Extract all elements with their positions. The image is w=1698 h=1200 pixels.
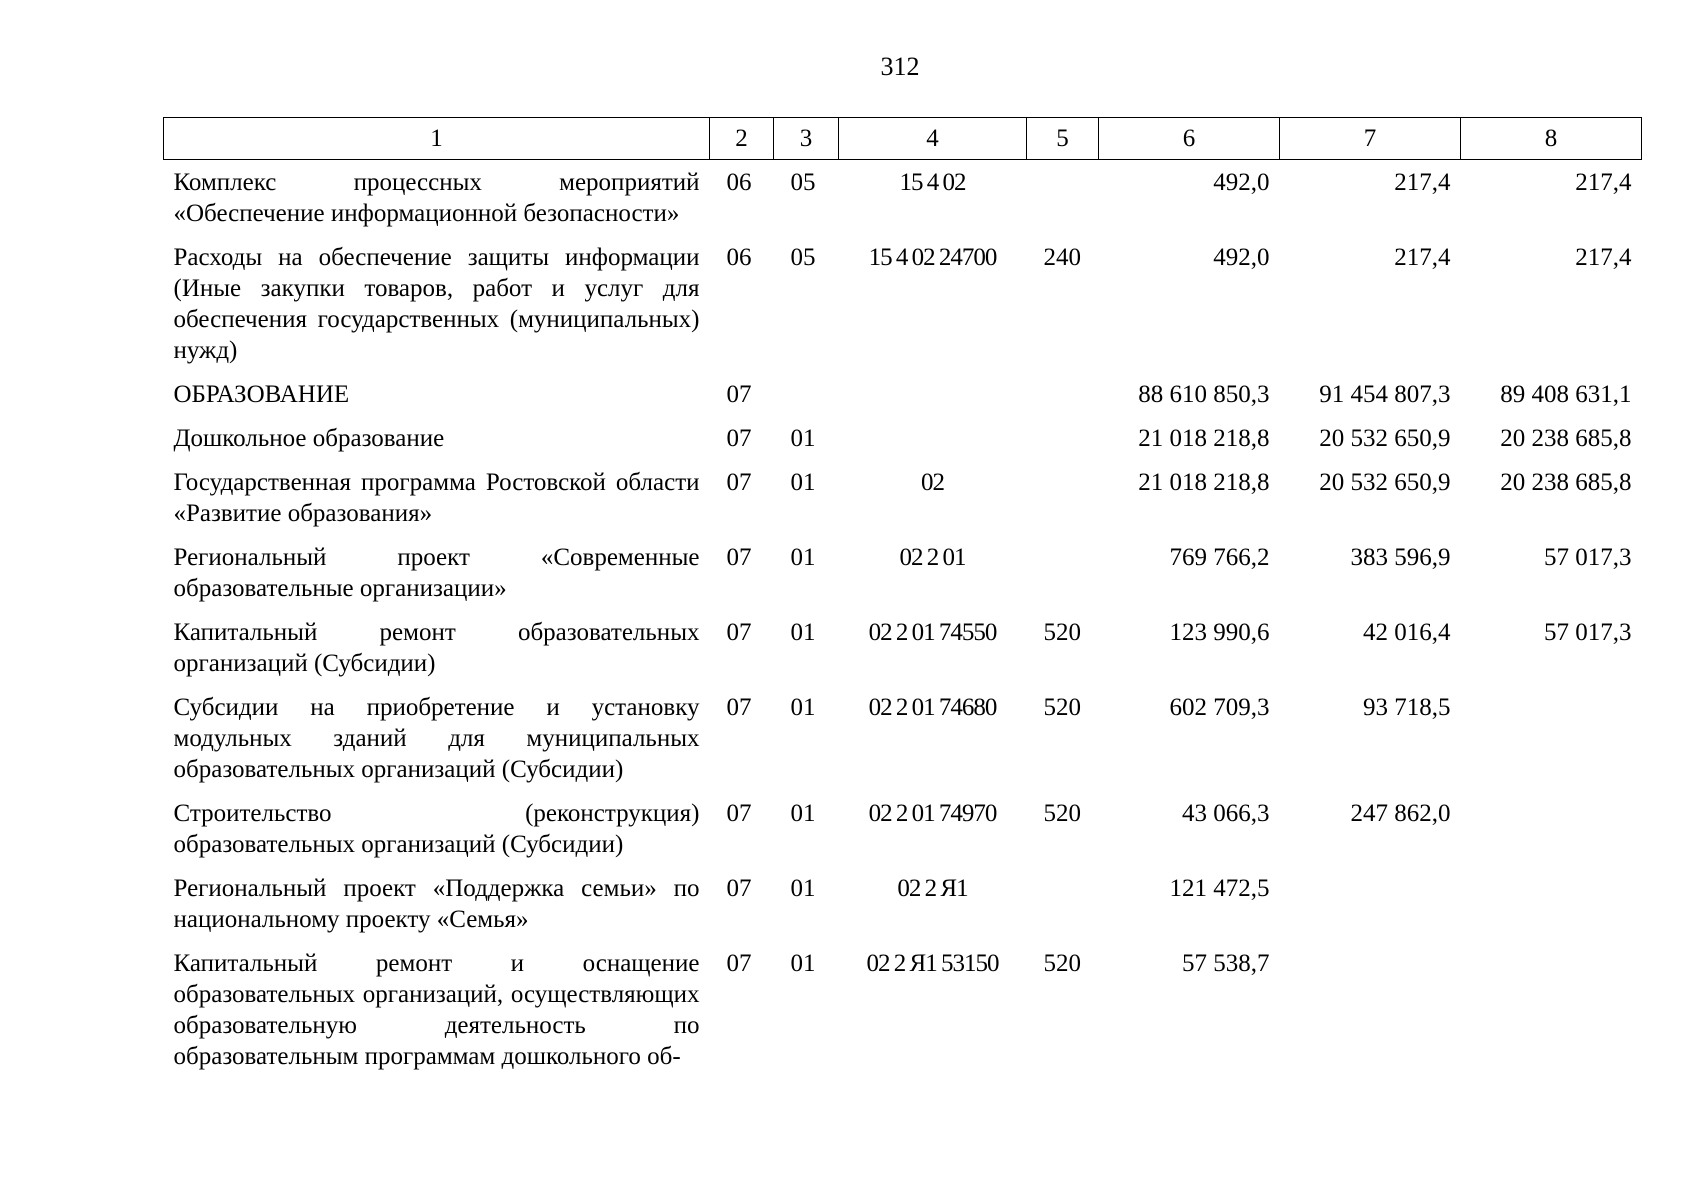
row-subsection-code: 01 xyxy=(790,800,816,827)
row-amount-col-7: 217,4 xyxy=(1394,169,1451,196)
table-body xyxy=(164,160,1642,1079)
table-row xyxy=(164,372,1642,416)
row-section-code: 07 xyxy=(726,694,752,721)
row-target-article-code: 02 2 01 74970 xyxy=(868,800,997,827)
row-amount-col-8 xyxy=(1461,791,1642,866)
row-target-article-code: 02 2 Я1 xyxy=(897,875,968,902)
row-expense-type-code xyxy=(1027,416,1099,460)
row-name: Строительство (реконструкция) образовательных организаций (Субсидии) xyxy=(173,800,700,858)
row-subsection-code: 05 xyxy=(790,244,816,271)
row-expense-type-code: 520 xyxy=(1043,800,1081,827)
row-amount-col-7: 217,4 xyxy=(1394,244,1451,271)
row-subsection-code: 05 xyxy=(790,169,816,196)
row-section-code: 06 xyxy=(726,244,752,271)
row-amount-col-8 xyxy=(1461,941,1642,1078)
row-target-article-code: 02 2 01 xyxy=(899,544,966,571)
header-col-2: 2 xyxy=(710,118,774,160)
row-target-article-code: 02 2 01 74680 xyxy=(868,694,997,721)
row-amount-col-8: 57 017,3 xyxy=(1544,619,1632,646)
row-amount-col-7 xyxy=(1280,866,1461,941)
header-col-4: 4 xyxy=(839,118,1027,160)
row-section-code: 06 xyxy=(726,169,752,196)
row-name: Региональный проект «Современные образовательные организации» xyxy=(173,544,700,602)
row-section-code: 07 xyxy=(726,875,752,902)
row-amount-col-7: 91 454 807,3 xyxy=(1319,381,1451,408)
table-row xyxy=(164,685,1642,791)
row-amount-col-7: 247 862,0 xyxy=(1350,800,1451,827)
header-col-8: 8 xyxy=(1461,118,1642,160)
row-amount-col-6: 123 990,6 xyxy=(1169,619,1270,646)
row-section-code: 07 xyxy=(726,619,752,646)
row-section-code: 07 xyxy=(726,544,752,571)
row-amount-col-8 xyxy=(1461,685,1642,791)
row-name: Комплекс процессных мероприятий «Обеспечение информационной безопасности» xyxy=(173,169,700,227)
row-amount-col-6: 21 018 218,8 xyxy=(1138,469,1270,496)
row-amount-col-6: 492,0 xyxy=(1213,244,1270,271)
header-col-5: 5 xyxy=(1027,118,1099,160)
header-row xyxy=(164,118,1642,160)
row-expense-type-code xyxy=(1027,372,1099,416)
row-name: Расходы на обеспечение защиты информации (Иные закупки товаров, работ и услуг для обеспечения государственных (муниципальных) нужд) xyxy=(173,244,700,364)
row-name: Дошкольное образование xyxy=(173,425,445,452)
row-name: Капитальный ремонт и оснащение образовательных организаций, осуществляющих образовательную деятельность по образовательным программам дошкольного об- xyxy=(173,950,700,1070)
row-amount-col-8: 217,4 xyxy=(1575,169,1632,196)
row-expense-type-code xyxy=(1027,535,1099,610)
row-expense-type-code: 520 xyxy=(1043,619,1081,646)
row-expense-type-code xyxy=(1027,460,1099,535)
row-subsection-code: 01 xyxy=(790,950,816,977)
row-amount-col-8: 57 017,3 xyxy=(1544,544,1632,571)
row-amount-col-7: 93 718,5 xyxy=(1363,694,1451,721)
row-target-article-code xyxy=(839,416,1027,460)
row-amount-col-7: 20 532 650,9 xyxy=(1319,469,1451,496)
row-subsection-code: 01 xyxy=(790,694,816,721)
row-expense-type-code: 240 xyxy=(1043,244,1081,271)
row-amount-col-6: 21 018 218,8 xyxy=(1138,425,1270,452)
row-target-article-code: 02 2 Я1 53150 xyxy=(866,950,999,977)
row-amount-col-6: 492,0 xyxy=(1213,169,1270,196)
row-amount-col-8: 20 238 685,8 xyxy=(1500,469,1632,496)
row-section-code: 07 xyxy=(726,950,752,977)
row-amount-col-6: 57 538,7 xyxy=(1182,950,1270,977)
row-amount-col-7: 20 532 650,9 xyxy=(1319,425,1451,452)
header-col-7: 7 xyxy=(1280,118,1461,160)
row-subsection-code: 01 xyxy=(790,619,816,646)
row-name: ОБРАЗОВАНИЕ xyxy=(173,381,350,408)
header-col-1: 1 xyxy=(164,118,710,160)
table-row xyxy=(164,160,1642,236)
row-name: Государственная программа Ростовской области «Развитие образования» xyxy=(173,469,700,527)
row-amount-col-8: 217,4 xyxy=(1575,244,1632,271)
row-section-code: 07 xyxy=(726,469,752,496)
row-expense-type-code xyxy=(1027,866,1099,941)
table-row xyxy=(164,535,1642,610)
row-name: Региональный проект «Поддержка семьи» по национальному проекту «Семья» xyxy=(173,875,700,933)
row-amount-col-6: 43 066,3 xyxy=(1182,800,1270,827)
row-amount-col-8: 20 238 685,8 xyxy=(1500,425,1632,452)
header-col-6: 6 xyxy=(1099,118,1280,160)
row-subsection-code: 01 xyxy=(790,544,816,571)
table-row xyxy=(164,460,1642,535)
row-amount-col-8: 89 408 631,1 xyxy=(1500,381,1632,408)
table-row xyxy=(164,941,1642,1078)
table-row xyxy=(164,866,1642,941)
row-amount-col-7: 383 596,9 xyxy=(1350,544,1451,571)
row-expense-type-code xyxy=(1027,160,1099,236)
row-section-code: 07 xyxy=(726,425,752,452)
row-section-code: 07 xyxy=(726,381,752,408)
row-subsection-code: 01 xyxy=(790,425,816,452)
row-target-article-code xyxy=(839,372,1027,416)
row-subsection-code: 01 xyxy=(790,469,816,496)
table-row xyxy=(164,610,1642,685)
page-number: 312 xyxy=(880,52,920,81)
row-name: Капитальный ремонт образовательных организаций (Субсидии) xyxy=(173,619,700,677)
budget-table xyxy=(163,117,1642,1078)
row-amount-col-6: 602 709,3 xyxy=(1169,694,1270,721)
row-expense-type-code: 520 xyxy=(1043,950,1081,977)
table-row xyxy=(164,235,1642,372)
table-row xyxy=(164,416,1642,460)
row-subsection-code xyxy=(774,372,839,416)
row-subsection-code: 01 xyxy=(790,875,816,902)
row-amount-col-6: 88 610 850,3 xyxy=(1138,381,1270,408)
row-target-article-code: 02 xyxy=(921,469,944,496)
row-target-article-code: 02 2 01 74550 xyxy=(868,619,997,646)
table-row xyxy=(164,791,1642,866)
row-amount-col-7: 42 016,4 xyxy=(1363,619,1451,646)
row-amount-col-6: 769 766,2 xyxy=(1169,544,1270,571)
row-section-code: 07 xyxy=(726,800,752,827)
row-amount-col-8 xyxy=(1461,866,1642,941)
table-header xyxy=(164,118,1642,160)
row-amount-col-6: 121 472,5 xyxy=(1169,875,1270,902)
row-target-article-code: 15 4 02 24700 xyxy=(868,244,997,271)
row-expense-type-code: 520 xyxy=(1043,694,1081,721)
header-col-3: 3 xyxy=(774,118,839,160)
row-name: Субсидии на приобретение и установку модульных зданий для муниципальных образовательных организаций (Субсидии) xyxy=(173,694,700,783)
row-target-article-code: 15 4 02 xyxy=(899,169,966,196)
row-amount-col-7 xyxy=(1280,941,1461,1078)
